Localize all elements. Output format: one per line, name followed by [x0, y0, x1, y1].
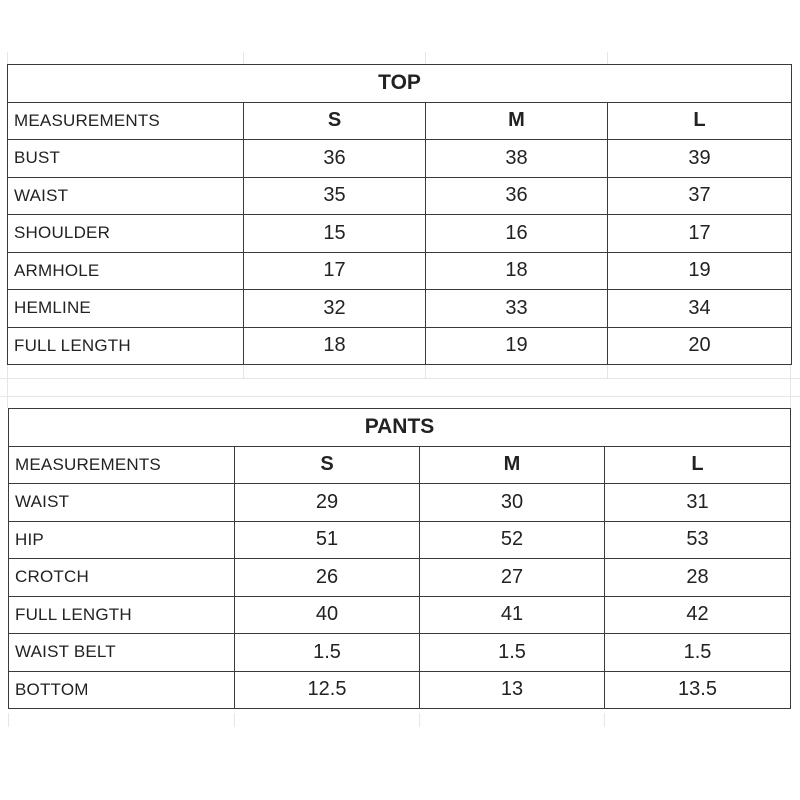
table-row — [8, 215, 792, 253]
table-cell: 51 — [235, 521, 420, 559]
sheet-gridline — [0, 378, 800, 379]
table-row — [9, 671, 791, 709]
sheet-gridline — [419, 713, 420, 727]
table-row — [9, 484, 791, 522]
row-label: HIP — [9, 521, 235, 559]
table-row — [9, 634, 791, 672]
table-cell: 53 — [605, 521, 791, 559]
table-row — [9, 596, 791, 634]
top-size-table — [7, 64, 792, 365]
table-cell: 39 — [608, 140, 792, 178]
sheet-gridline — [790, 364, 791, 408]
row-label: FULL LENGTH — [9, 596, 235, 634]
table-row — [8, 252, 792, 290]
table-cell: 29 — [235, 484, 420, 522]
table-cell: 16 — [426, 215, 608, 253]
table-title: TOP — [8, 65, 792, 103]
table-cell: 13 — [420, 671, 605, 709]
row-label: WAIST — [8, 177, 244, 215]
table-cell: 36 — [426, 177, 608, 215]
table-cell: 17 — [244, 252, 426, 290]
sheet-gridline — [243, 364, 244, 378]
sheet-gridline — [0, 396, 800, 397]
table-cell: 31 — [605, 484, 791, 522]
table-header-row — [9, 446, 791, 484]
table-cell: 13.5 — [605, 671, 791, 709]
row-label: FULL LENGTH — [8, 327, 244, 365]
sheet-gridline — [243, 52, 244, 64]
table-cell: 18 — [426, 252, 608, 290]
column-header-measurements: MEASUREMENTS — [9, 446, 235, 484]
row-label: BOTTOM — [9, 671, 235, 709]
table-row — [8, 290, 792, 328]
table-row — [9, 559, 791, 597]
column-header-s: S — [235, 446, 420, 484]
row-label: BUST — [8, 140, 244, 178]
table-cell: 12.5 — [235, 671, 420, 709]
sheet-gridline — [7, 364, 8, 408]
table-cell: 42 — [605, 596, 791, 634]
column-header-m: M — [420, 446, 605, 484]
table-cell: 15 — [244, 215, 426, 253]
table-cell: 28 — [605, 559, 791, 597]
table-cell: 19 — [608, 252, 792, 290]
table-row — [8, 140, 792, 178]
row-label: HEMLINE — [8, 290, 244, 328]
table-cell: 37 — [608, 177, 792, 215]
table-cell: 41 — [420, 596, 605, 634]
column-header-measurements: MEASUREMENTS — [8, 102, 244, 140]
sheet-gridline — [607, 364, 608, 378]
table-cell: 38 — [426, 140, 608, 178]
row-label: ARMHOLE — [8, 252, 244, 290]
table-cell: 18 — [244, 327, 426, 365]
table-cell: 32 — [244, 290, 426, 328]
table-cell: 27 — [420, 559, 605, 597]
sheet-gridline — [425, 52, 426, 64]
table-title-row — [8, 65, 792, 103]
sheet-gridline — [604, 713, 605, 727]
row-label: WAIST — [9, 484, 235, 522]
table-cell: 33 — [426, 290, 608, 328]
table-row — [9, 521, 791, 559]
table-cell: 26 — [235, 559, 420, 597]
sheet-gridline — [8, 713, 9, 727]
row-label: WAIST BELT — [9, 634, 235, 672]
sheet-gridline — [607, 52, 608, 64]
table-title-row — [9, 409, 791, 447]
table-cell: 19 — [426, 327, 608, 365]
table-title: PANTS — [9, 409, 791, 447]
column-header-m: M — [426, 102, 608, 140]
row-label: CROTCH — [9, 559, 235, 597]
table-cell: 1.5 — [605, 634, 791, 672]
table-row — [8, 327, 792, 365]
column-header-l: L — [605, 446, 791, 484]
table-cell: 36 — [244, 140, 426, 178]
table-cell: 1.5 — [235, 634, 420, 672]
table-cell: 1.5 — [420, 634, 605, 672]
sheet-gridline — [7, 52, 8, 64]
table-cell: 17 — [608, 215, 792, 253]
table-row — [8, 177, 792, 215]
table-cell: 30 — [420, 484, 605, 522]
column-header-l: L — [608, 102, 792, 140]
sheet-gridline — [425, 364, 426, 378]
table-cell: 40 — [235, 596, 420, 634]
sheet-gridline — [234, 713, 235, 727]
row-label: SHOULDER — [8, 215, 244, 253]
table-cell: 34 — [608, 290, 792, 328]
table-cell: 35 — [244, 177, 426, 215]
pants-size-table — [8, 408, 791, 709]
column-header-s: S — [244, 102, 426, 140]
table-cell: 52 — [420, 521, 605, 559]
table-header-row — [8, 102, 792, 140]
table-cell: 20 — [608, 327, 792, 365]
